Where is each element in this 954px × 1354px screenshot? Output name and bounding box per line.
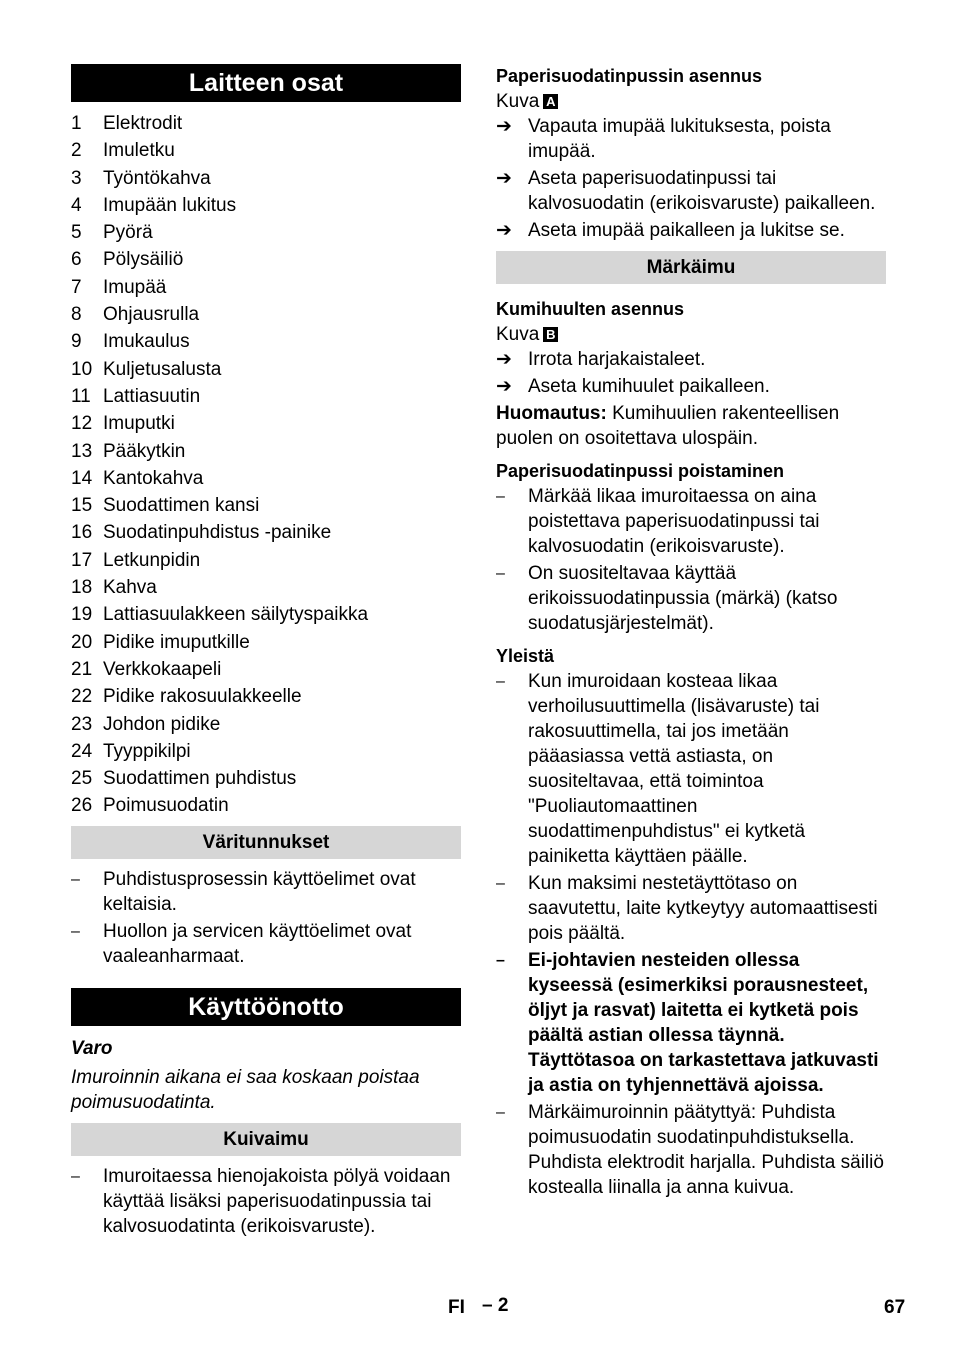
part-item — [71, 738, 461, 765]
part-item — [71, 301, 461, 328]
startup-heading: Käyttöönotto — [71, 988, 461, 1026]
part-number: 17 — [71, 549, 93, 571]
part-label: Pääkytkin — [103, 440, 186, 462]
dry-vacuum-heading: Kuivaimu — [71, 1123, 461, 1156]
dash-bullet: – — [496, 1104, 505, 1121]
step-item — [496, 347, 886, 372]
dash-bullet: – — [496, 488, 505, 505]
figure-label: Kuva — [496, 91, 540, 112]
part-item — [71, 274, 461, 301]
caution-text: Imuroinnin aikana ei saa koskaan poistaa poimusuodatinta. — [71, 1066, 420, 1113]
part-number: 4 — [71, 194, 82, 216]
dash-bullet: – — [71, 1167, 80, 1185]
step-item — [496, 374, 886, 399]
part-label: Imukaulus — [103, 331, 190, 353]
arrow-right-icon: ➔ — [496, 220, 512, 241]
part-number: 18 — [71, 577, 93, 599]
part-number: 20 — [71, 631, 93, 653]
list-item — [496, 561, 886, 636]
part-number: 3 — [71, 167, 82, 189]
list-item-text: On suositeltavaa käyttää erikoissuodatinpussia (märkä) (katso suodatusjärjestelmät). — [528, 563, 838, 634]
list-item-text: Märkäimuroinnin päätyttyä: Puhdista poimusuodatin suodatinpuhdistuksella. Puhdista elektrodit harjalla. Puhdista säiliö kostealla liinalla ja anna kuivua. — [528, 1102, 884, 1198]
part-label: Imupää — [103, 276, 167, 298]
part-number: 12 — [71, 413, 93, 435]
right-column — [496, 64, 886, 1202]
list-item-text: Kun imuroidaan kosteaa likaa verhoilusuuttimella (lisävaruste) tai rakosuuttimella, tai jos imetään pääasiassa vettä astiasta, on suositeltavaa, että toimintoa "Puoliautomaattinen suodattimenpuhdistus" ei kytketä painiketta käyttäen päälle. — [528, 671, 820, 867]
part-number: 9 — [71, 331, 82, 353]
part-item — [71, 519, 461, 546]
part-label: Suodattimen kansi — [103, 495, 260, 517]
parts-list — [71, 110, 461, 820]
part-label: Suodatinpuhdistus -painike — [103, 522, 332, 544]
note-text: Kumihuulien rakenteellisen puolen on osoitettava ulospäin. — [496, 403, 840, 449]
part-label: Poimusuodatin — [103, 795, 229, 817]
rubber-lips-figure-ref — [496, 322, 886, 347]
left-column — [71, 64, 461, 1241]
part-item — [71, 246, 461, 273]
part-number: 23 — [71, 713, 93, 735]
step-item — [496, 166, 886, 216]
step-text: Aseta paperisuodatinpussi tai kalvosuodatin (erikoisvaruste) paikalleen. — [528, 168, 876, 214]
parts-heading: Laitteen osat — [71, 64, 461, 102]
arrow-right-icon: ➔ — [496, 349, 512, 370]
part-number: 16 — [71, 522, 93, 544]
part-number: 21 — [71, 658, 93, 680]
dash-bullet: – — [496, 875, 505, 892]
note-label: Huomautus: — [496, 403, 607, 424]
part-item — [71, 629, 461, 656]
part-label: Verkkokaapeli — [103, 658, 222, 680]
caution-label: Varo — [71, 1037, 113, 1059]
part-number: 15 — [71, 495, 93, 517]
part-label: Imuputki — [103, 413, 175, 435]
step-text: Vapauta imupää lukituksesta, poista imupää. — [528, 116, 831, 162]
list-item-text: Ei-johtavien nesteiden ollessa kyseessä (esimerkiksi porausnesteet, öljyt ja rasvat) laitetta ei kytketä pois päältä astian ollessa täynnä. Täyttötasoa on tarkastettava jatkuvasti ja astia on tyhjennettävä ajoissa. — [528, 950, 879, 1096]
part-item — [71, 601, 461, 628]
step-text: Aseta imupää paikalleen ja lukitse se. — [528, 220, 845, 241]
part-number: 1 — [71, 113, 82, 134]
part-label: Kahva — [103, 577, 157, 599]
part-label: Johdon pidike — [103, 713, 221, 735]
part-label: Letkunpidin — [103, 549, 201, 571]
arrow-right-icon: ➔ — [496, 168, 512, 189]
list-item — [496, 669, 886, 869]
step-text: Aseta kumihuulet paikalleen. — [528, 376, 770, 397]
part-number: 24 — [71, 740, 93, 762]
part-number: 10 — [71, 358, 93, 380]
part-item — [71, 656, 461, 683]
bag-install-heading: Paperisuodatinpussin asennus — [496, 66, 763, 86]
list-item — [71, 919, 461, 969]
footer-page-number: 67 — [884, 1297, 906, 1318]
list-item-text: Märkää likaa imuroitaessa on aina poistettava paperisuodatinpussi tai kalvosuodatin (erikoisvaruste). — [528, 486, 820, 557]
bag-install-steps — [496, 114, 886, 243]
part-item — [71, 438, 461, 465]
part-number: 13 — [71, 440, 93, 462]
dash-bullet: – — [71, 922, 80, 940]
part-label: Kantokahva — [103, 467, 204, 489]
part-number: 22 — [71, 686, 93, 708]
list-item-text: Imuroitaessa hienojakoista pölyä voidaan käyttää lisäksi paperisuodatinpussia tai kalvosuodatinta (erikoisvaruste). — [103, 1165, 451, 1237]
arrow-right-icon: ➔ — [496, 116, 512, 137]
part-label: Ohjausrulla — [103, 304, 200, 326]
list-item — [496, 484, 886, 559]
figure-letter-b: B — [543, 327, 558, 342]
part-number: 26 — [71, 795, 93, 817]
part-number: 6 — [71, 249, 82, 271]
wet-vacuum-heading: Märkäimu — [496, 251, 886, 284]
general-list — [496, 669, 886, 1200]
part-item — [71, 219, 461, 246]
part-number: 14 — [71, 467, 93, 489]
part-item — [71, 110, 461, 137]
bag-install-figure-ref — [496, 89, 886, 114]
arrow-right-icon: ➔ — [496, 376, 512, 397]
part-label: Lattiasuutin — [103, 385, 201, 407]
list-item-text: Kun maksimi nestetäyttötaso on saavutettu, laite kytkeytyy automaattisesti pois päältä. — [528, 873, 878, 944]
part-item — [71, 356, 461, 383]
part-number: 5 — [71, 222, 82, 244]
dash-bullet: – — [496, 952, 505, 969]
part-item — [71, 492, 461, 519]
dry-vacuum-list — [71, 1164, 461, 1239]
part-label: Pidike imuputkille — [103, 631, 250, 653]
part-item — [71, 547, 461, 574]
part-item — [71, 765, 461, 792]
list-item — [496, 1100, 886, 1200]
part-number: 11 — [71, 385, 91, 407]
dash-bullet: – — [71, 870, 80, 888]
part-item — [71, 792, 461, 819]
note — [496, 401, 886, 451]
part-item — [71, 465, 461, 492]
part-number: 7 — [71, 276, 82, 298]
bag-remove-list — [496, 484, 886, 636]
part-label: Pidike rakosuulakkeelle — [103, 686, 302, 708]
part-label: Pölysäiliö — [103, 249, 184, 271]
list-item-text: Puhdistusprosessin käyttöelimet ovat keltaisia. — [103, 868, 416, 915]
step-item — [496, 114, 886, 164]
footer-language: FI — [448, 1297, 465, 1318]
step-text: Irrota harjakaistaleet. — [528, 349, 706, 370]
dash-bullet: – — [496, 673, 505, 690]
part-number: 19 — [71, 604, 93, 626]
part-label: Tyyppikilpi — [103, 740, 191, 762]
part-item — [71, 328, 461, 355]
part-item — [71, 711, 461, 738]
footer-section-number: – 2 — [482, 1295, 509, 1316]
rubber-lips-steps — [496, 347, 886, 399]
part-label: Työntökahva — [103, 167, 211, 189]
part-item — [71, 165, 461, 192]
part-number: 8 — [71, 304, 82, 326]
part-item — [71, 192, 461, 219]
part-label: Lattiasuulakkeen säilytyspaikka — [103, 604, 369, 626]
figure-label: Kuva — [496, 324, 540, 345]
color-codes-heading: Väritunnukset — [71, 826, 461, 859]
part-item — [71, 410, 461, 437]
part-item — [71, 137, 461, 164]
general-heading: Yleistä — [496, 646, 555, 666]
part-label: Pyörä — [103, 222, 153, 244]
part-item — [71, 574, 461, 601]
part-label: Elektrodit — [103, 113, 183, 134]
color-codes-list — [71, 867, 461, 969]
dash-bullet: – — [496, 565, 505, 582]
list-item — [496, 871, 886, 946]
part-item — [71, 683, 461, 710]
list-item-text: Huollon ja servicen käyttöelimet ovat vaaleanharmaat. — [103, 920, 412, 967]
list-item — [71, 1164, 461, 1239]
step-item — [496, 218, 886, 243]
bag-remove-heading: Paperisuodatinpussi poistaminen — [496, 461, 785, 481]
list-item — [496, 948, 886, 1098]
part-number: 2 — [71, 140, 82, 162]
part-number: 25 — [71, 768, 93, 790]
part-item — [71, 383, 461, 410]
part-label: Imuletku — [103, 140, 175, 162]
part-label: Imupään lukitus — [103, 194, 237, 216]
list-item — [71, 867, 461, 917]
part-label: Kuljetusalusta — [103, 358, 222, 380]
figure-letter-a: A — [543, 94, 558, 109]
rubber-lips-heading: Kumihuulten asennus — [496, 299, 685, 319]
part-label: Suodattimen puhdistus — [103, 768, 297, 790]
